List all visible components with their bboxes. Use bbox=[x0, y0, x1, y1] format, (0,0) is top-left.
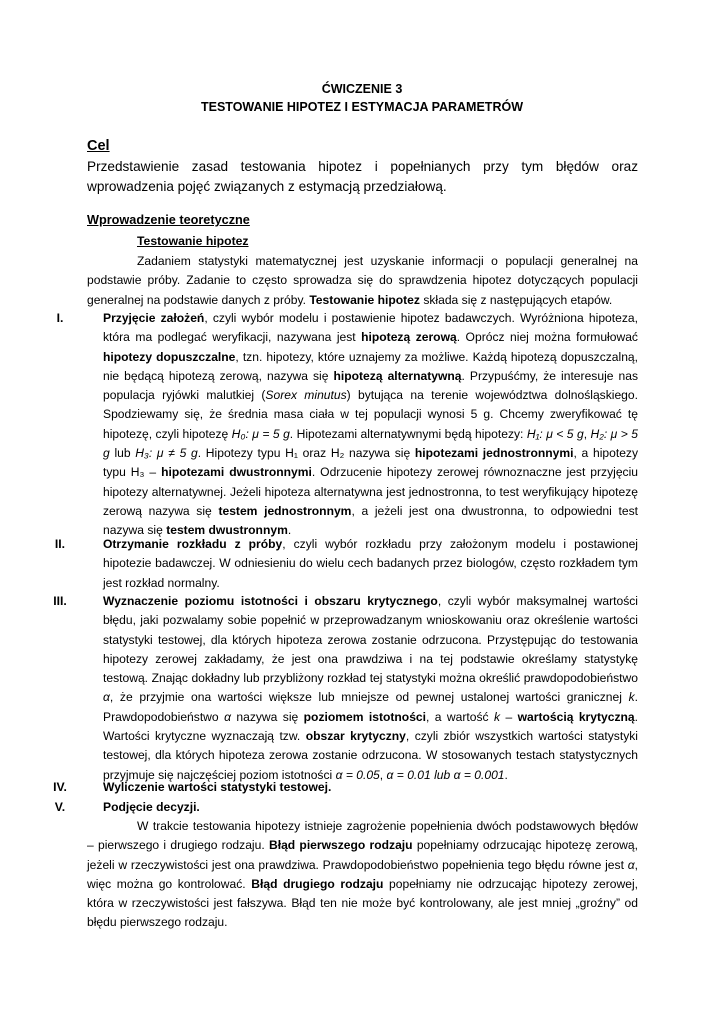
italic-term: H₃: μ ≠ 5 g bbox=[135, 446, 198, 461]
step-number: IV. bbox=[53, 780, 67, 794]
step-text bbox=[103, 778, 638, 797]
italic-term: k bbox=[628, 690, 635, 705]
text-run: . Prawdopodobieństwo bbox=[103, 690, 638, 724]
text-run: , czyli zbiór wszystkich wartości statystyki testowej, dla których hipoteza zerowa zostanie odrzucona. W stosowanych testach statystycznych przyjmuje się najczęściej poziom istotności bbox=[103, 729, 638, 782]
text-run: , czyli wybór maksymalnej wartości błędu, jaki pozwalamy sobie popełnić w przeprowadzanym wnioskowaniu oraz określenie wartości statystyki testowej, dla których hipoteza zerowa zostanie odrzucona. Przystępując do testowania hipotezy zerowej zakładamy, że jest ona prawdziwa i na tej podstawie określamy statystykę testową. Znając dokładny lub przybliżony rozkład tej statystyki można określić prawdopodobieństwo bbox=[103, 594, 638, 686]
bold-term: Podjęcie decyzji. bbox=[103, 800, 200, 814]
bold-term: Wyznaczenie poziomu istotności i obszaru krytycznego bbox=[103, 594, 438, 608]
text-run: , a hipotezy typu H₃ – bbox=[103, 446, 639, 480]
step-text bbox=[103, 592, 638, 785]
bold-term: hipotezami jednostronnymi bbox=[414, 446, 574, 461]
bold-term: hipotezy dopuszczalne bbox=[103, 349, 236, 364]
italic-term: H₀: μ = 5 g bbox=[231, 426, 290, 441]
goal-paragraph: Przedstawienie zasad testowania hipotez i popełnianych przy tym błędów oraz wprowadzenia pojęć związanych z estymacją przedziałową. bbox=[87, 159, 638, 194]
document-title: ĆWICZENIE 3 bbox=[321, 82, 403, 96]
italic-term: H₁: μ < 5 g bbox=[526, 426, 584, 441]
step-text bbox=[103, 535, 638, 593]
document-subtitle: TESTOWANIE HIPOTEZ I ESTYMACJA PARAMETRÓW bbox=[200, 100, 523, 114]
text-run: . bbox=[287, 523, 292, 538]
text-run: nazywa się bbox=[230, 709, 304, 724]
step-number: II. bbox=[54, 537, 66, 551]
text-run: , tzn. hipotezy, które uznajemy za możliwe. Każdą hipotezą dopuszczalną, nie będącą hipotezą zerową, nazywa się bbox=[103, 349, 639, 383]
step-item-4 bbox=[40, 778, 638, 797]
step-item-3 bbox=[40, 592, 638, 785]
text-run: . Wartości krytyczne wyznaczają tzw. bbox=[103, 709, 639, 744]
text-run: , że przyjmie ona wartości większe lub mniejsze od pewnej ustalonej wartości granicznej bbox=[109, 690, 629, 705]
italic-term: α bbox=[103, 690, 110, 705]
italic-term: H₂: μ > 5 g bbox=[103, 426, 638, 461]
step-number: I. bbox=[56, 311, 64, 325]
text-run: Zadaniem statystyki matematycznej jest uzyskanie informacji o populacji generalnej na podstawie próby. Zadanie to często sprowadza się do sprawdzenia hipotez dotyczących populacji generalnej na podstawie danych z próby. bbox=[87, 254, 638, 307]
text-run: , a wartość bbox=[426, 709, 495, 724]
text-run: , bbox=[379, 767, 387, 782]
bold-term: hipotezą zerową bbox=[361, 330, 457, 345]
text-run: . Hipotezy typu H₁ oraz H₂ nazywa się bbox=[197, 446, 415, 461]
intro-paragraph bbox=[87, 252, 638, 310]
step-item-1 bbox=[40, 309, 638, 541]
bold-term: hipotezami dwustronnymi bbox=[161, 465, 312, 480]
italic-term: α bbox=[627, 857, 635, 872]
text-run: składa się z następujących etapów. bbox=[419, 292, 613, 307]
hypothesis-testing-subheading: Testowanie hipotez bbox=[137, 234, 249, 248]
bold-term: poziomem istotności bbox=[303, 709, 427, 724]
text-run: . Oprócz niej można formułować bbox=[456, 330, 638, 345]
text-run: popełniamy odrzucając hipotezę zerową, jeżeli w rzeczywistości jest ona prawdziwa. Prawdopodobieństwo popełnienia tego błędu równe jest bbox=[87, 838, 638, 872]
text-run: . Hipotezami alternatywnymi będą hipotezy: bbox=[289, 426, 527, 441]
text-run: popełniamy nie odrzucając hipotezy zerowej, która w rzeczywistości jest fałszywa. Błąd ten nie może być kontrolowany, ale jest mniej „groźny” od błędu pierwszego rodzaju. bbox=[87, 876, 638, 930]
step-text bbox=[103, 309, 638, 541]
bold-term: Wyliczenie wartości statystyki testowej. bbox=[103, 780, 332, 794]
errors-paragraph bbox=[87, 817, 638, 933]
bold-term: testem dwustronnym bbox=[166, 523, 288, 538]
text-run: , czyli wybór rozkładu przy założonym modelu i postawionej hipotezie badawczej. W odniesieniu do wielu cech badanych przez biologów, często rozkładem tym jest rozkład normalny. bbox=[103, 537, 638, 590]
text-run: W trakcie testowania hipotezy istnieje zagrożenie popełnienia dwóch podstawowych błędów – pierwszego i drugiego rodzaju. bbox=[87, 819, 638, 853]
italic-term: Sorex minutus bbox=[265, 388, 347, 403]
text-run: , więc można go kontrolować. bbox=[87, 857, 638, 891]
bold-term: Otrzymanie rozkładu z próby bbox=[103, 537, 283, 551]
bold-term: obszar krytyczny bbox=[305, 729, 406, 744]
text-run: , bbox=[583, 426, 591, 441]
bold-term: Przyjęcie założeń bbox=[103, 311, 205, 325]
text-run: , a jeżeli jest ona dwustronna, to odpowiedni test nazywa się bbox=[103, 503, 638, 538]
text-run: ) bytująca na terenie województwa dolnośląskiego. Spodziewamy się, że średnia masa ciała w tej populacji wynosi 5 g. Chcemy zweryfikować tę hipotezę, czyli hipotezę bbox=[103, 388, 638, 441]
text-run: lub bbox=[109, 446, 136, 461]
bold-term: testem jednostronnym bbox=[218, 503, 352, 518]
text-run: . bbox=[504, 767, 508, 782]
text-run: – bbox=[500, 709, 518, 724]
italic-term: k bbox=[494, 709, 501, 724]
italic-term: α = 0.05 bbox=[335, 767, 380, 782]
bold-term: Błąd drugiego rodzaju bbox=[251, 876, 384, 891]
step-item-2 bbox=[40, 535, 638, 593]
theory-heading: Wprowadzenie teoretyczne bbox=[87, 213, 250, 227]
step-text bbox=[103, 798, 638, 817]
bold-term: Błąd pierwszego rodzaju bbox=[268, 838, 413, 853]
text-run: , czyli wybór modelu i postawienie hipotez badawczych. Wyróżniona hipoteza, która ma podlegać weryfikacji, nazywana jest bbox=[103, 311, 639, 345]
bold-term: Testowanie hipotez bbox=[309, 292, 420, 307]
italic-term: α = 0.01 lub α = 0.001 bbox=[386, 767, 505, 782]
text-run: . Odrzucenie hipotezy zerowej równoznaczne jest przyjęciu hipotezy alternatywnej. Jeżeli hipoteza alternatywna jest jednostronna, to test weryfikujący hipotezę zerową nazywa się bbox=[103, 465, 638, 518]
step-number: V. bbox=[54, 800, 66, 814]
bold-term: hipotezą alternatywną bbox=[333, 368, 462, 383]
goal-heading: Cel bbox=[87, 138, 110, 154]
step-item-5 bbox=[40, 798, 638, 817]
text-run: . Przypuśćmy, że interesuje nas populacja ryjówki malutkiej ( bbox=[103, 368, 639, 403]
italic-term: α bbox=[224, 709, 231, 724]
step-number: III. bbox=[53, 594, 67, 608]
bold-term: wartością krytyczną bbox=[517, 709, 635, 724]
